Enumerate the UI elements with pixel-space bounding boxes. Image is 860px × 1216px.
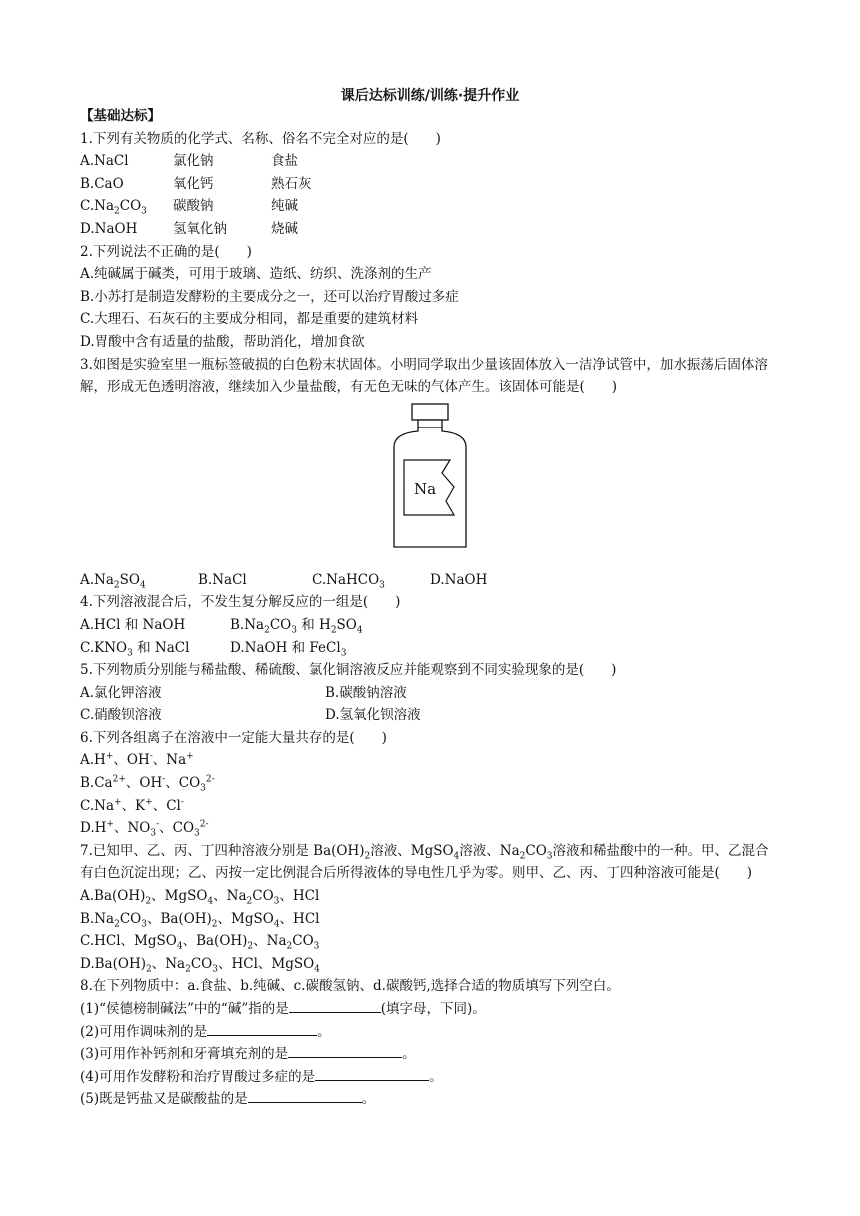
q2-stem: 2.下列说法不正确的是( ) bbox=[80, 243, 252, 260]
q1-option-b: B.CaO 氧化钙 熟石灰 bbox=[80, 175, 312, 192]
q7-option-d: $D.Ba(OH)_2$、$Na_2CO_3$、HCl、MgSO$_4$ bbox=[80, 955, 320, 975]
q4-options-cd bbox=[80, 637, 780, 660]
q2-option-a: A.纯碱属于碱类，可用于玻璃、造纸、纺织、洗涤剂的生产 bbox=[80, 266, 432, 283]
answer-blank-5[interactable] bbox=[248, 1088, 362, 1103]
q2-option-d: D.胃酸中含有适量的盐酸，帮助消化，增加食欲 bbox=[80, 333, 365, 350]
q4-option-d: D.NaOH 和 FeCl$_3$ bbox=[230, 639, 347, 659]
q3-options bbox=[80, 569, 780, 592]
q3-option-a: $A.Na_2SO_4$ bbox=[80, 571, 146, 591]
q7-option-a: $A.Ba(OH)_2$、MgSO$_4$、$Na_2CO_3$、HCl bbox=[80, 888, 320, 907]
q2-option-b: B.小苏打是制造发酵粉的主要成分之一，还可以治疗胃酸过多症 bbox=[80, 288, 459, 305]
q5-option-d: D.氢氧化钡溶液 bbox=[325, 707, 421, 724]
q1-option-a: A.NaCl 氯化钠 食盐 bbox=[80, 153, 298, 170]
answer-blank-4[interactable] bbox=[315, 1066, 429, 1081]
q7-stem: 7.已知甲、乙、丙、丁四种溶液分别是 $Ba(OH)_2$溶液、MgSO$_4$溶液、$Na_2CO_3$溶液和稀盐酸中的一种。甲、乙混合有白色沉淀出现；乙、丙按一定比例混合后所得液体的导电性几乎为零。则甲、乙、丙、丁四种溶液可能是( ) bbox=[80, 842, 769, 882]
q4-stem: 4.下列溶液混合后，不发生复分解反应的一组是( ) bbox=[80, 594, 401, 611]
q6-option-c: C.Na+、K+、Cl- bbox=[80, 797, 184, 814]
q1-option-c: $C.Na_2CO_3$ 碳酸钠 纯碱 bbox=[80, 198, 298, 218]
worksheet-content bbox=[80, 105, 780, 1111]
q3-option-c: C.NaHCO$_3$ bbox=[312, 571, 385, 591]
answer-blank-1[interactable] bbox=[289, 998, 381, 1013]
q8-item-3: (3)可用作补钙剂和牙膏填充剂的是 。 bbox=[80, 1043, 780, 1066]
reagent-bottle-icon bbox=[390, 403, 470, 553]
q6-stem: 6.下列各组离子在溶液中一定能大量共存的是( ) bbox=[80, 729, 387, 746]
q5-option-c: C.硝酸钡溶液 bbox=[80, 707, 162, 724]
q1-option-d: D.NaOH 氢氧化钠 烧碱 bbox=[80, 220, 298, 237]
q4-options-ab bbox=[80, 614, 780, 637]
q4-option-a: A.HCl 和 NaOH bbox=[80, 616, 186, 633]
q3-option-b: B.NaCl bbox=[198, 571, 247, 588]
q1-stem: 1.下列有关物质的化学式、名称、俗名不完全对应的是( ) bbox=[80, 130, 441, 147]
section-heading: 【基础达标】 bbox=[80, 108, 161, 124]
q3-option-d: D.NaOH bbox=[430, 571, 488, 588]
q3-stem: 3.如图是实验室里一瓶标签破损的白色粉末状固体。小明同学取出少量该固体放入一洁净试管中，加水振荡后固体溶解，形成无色透明溶液，继续加入少量盐酸，有无色无味的气体产生。该固体可能是( ) bbox=[80, 356, 768, 396]
q5-options-ab bbox=[80, 682, 780, 705]
q5-option-b: B.碳酸钠溶液 bbox=[325, 684, 407, 701]
q8-item-5: (5)既是钙盐又是碳酸盐的是 。 bbox=[80, 1088, 780, 1111]
q8-item-1: (1)“侯德榜制碱法”中的“碱”指的是 (填字母，下同)。 bbox=[80, 998, 780, 1021]
q2-option-c: C.大理石、石灰石的主要成分相同，都是重要的建筑材料 bbox=[80, 311, 419, 328]
q8-item-4: (4)可用作发酵粉和治疗胃酸过多症的是 。 bbox=[80, 1066, 780, 1089]
q5-option-a: A.氯化钾溶液 bbox=[80, 684, 162, 701]
q6-option-a: A.H+、OH-、Na+ bbox=[80, 751, 194, 769]
worksheet-title: 课后达标训练/训练·提升作业 bbox=[340, 88, 520, 104]
q4-option-b: $B.Na_2CO_3$ 和 $H_2SO_4$ bbox=[230, 616, 363, 636]
bottle-label-text: Na bbox=[414, 479, 437, 498]
q6-option-b: $B.Ca^{2+}$、OH-、$CO_3^{2-}$ bbox=[80, 774, 215, 794]
q5-stem: 5.下列物质分别能与稀盐酸、稀硫酸、氯化铜溶液反应并能观察到不同实验现象的是( ) bbox=[80, 662, 617, 679]
q6-option-d: D.H+、$NO_3^-$、$CO_3^{2-}$ bbox=[80, 819, 209, 839]
answer-blank-2[interactable] bbox=[207, 1021, 317, 1036]
q7-option-c: C.HCl、MgSO$_4$、$Ba(OH)_2$、$Na_2CO_3$ bbox=[80, 933, 320, 952]
q4-option-c: $C.KNO_3$ 和 NaCl bbox=[80, 639, 190, 659]
reagent-bottle-figure bbox=[80, 399, 780, 569]
q5-options-cd bbox=[80, 704, 780, 727]
q8-item-2: (2)可用作调味剂的是 。 bbox=[80, 1021, 780, 1044]
q7-option-b: $B.Na_2CO_3$、$Ba(OH)_2$、MgSO$_4$、HCl bbox=[80, 910, 320, 930]
answer-blank-3[interactable] bbox=[288, 1043, 402, 1058]
q8-stem: 8.在下列物质中：a.食盐、b.纯碱、c.碳酸氢钠、d.碳酸钙,选择合适的物质填写下列空白。 bbox=[80, 978, 620, 995]
